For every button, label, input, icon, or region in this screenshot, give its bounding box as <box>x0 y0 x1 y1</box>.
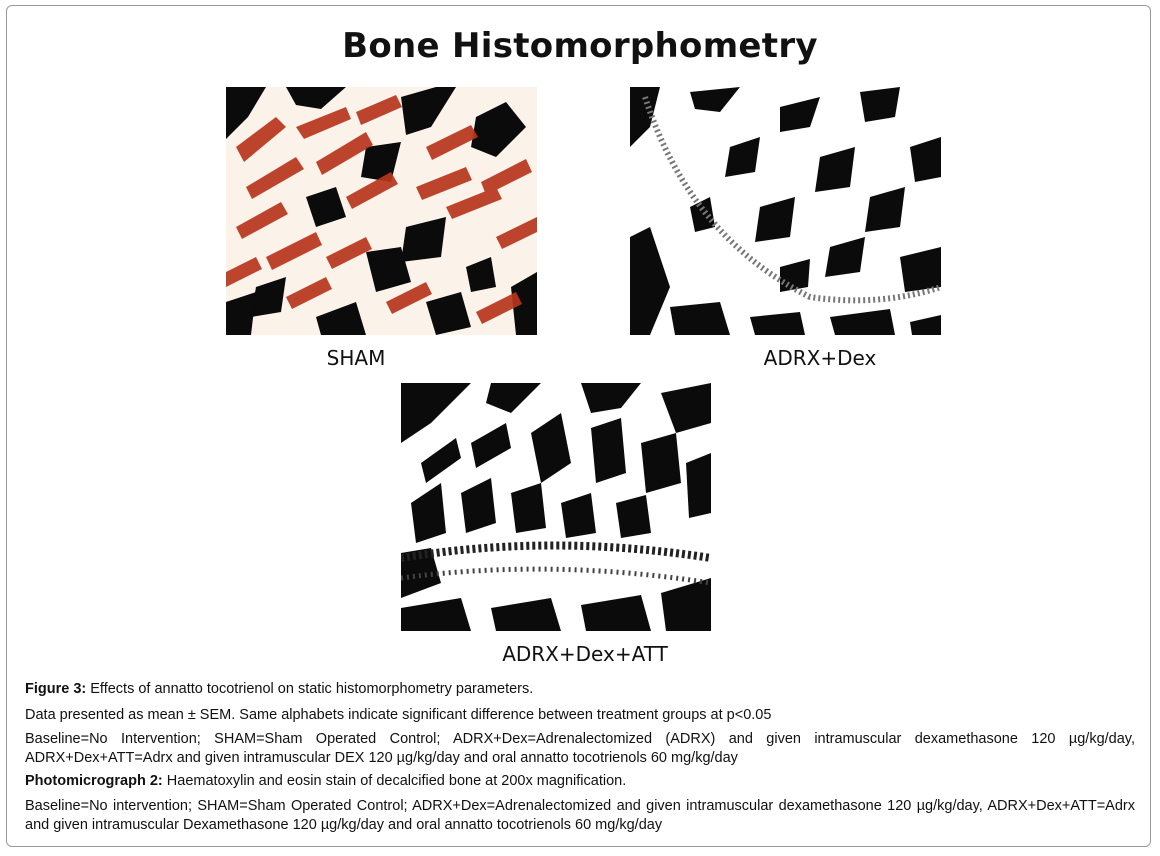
micrograph-sham-image <box>226 87 537 335</box>
figure-caption-text: Effects of annatto tocotrienol on static histomorphometry parameters. <box>86 681 534 697</box>
photomicrograph-caption-text: Haematoxylin and eosin stain of decalcified bone at 200x magnification. <box>162 773 627 789</box>
data-note: Data presented as mean ± SEM. Same alphabets indicate significant difference between treatment groups at p<0.05 <box>25 707 772 723</box>
figure-caption-label: Figure 3: <box>25 681 87 697</box>
micrograph-adrx-dex-att <box>401 383 711 631</box>
micrograph-sham <box>226 87 537 335</box>
micrograph-adrx-dex-att-image <box>401 383 711 631</box>
panel-label-sham: SHAM <box>326 346 386 370</box>
panel-label-adrx-dex-att: ADRX+Dex+ATT <box>502 642 668 666</box>
figure-title: Bone Histomorphometry <box>342 26 818 66</box>
panel-label-adrx-dex: ADRX+Dex <box>763 346 877 370</box>
abbreviations-figure: Baseline=No Intervention; SHAM=Sham Operated Control; ADRX+Dex=Adrenalectomized (ADRX) and given intramuscular dexamethasone 120 µg/kg/day, ADRX+Dex+ATT=Adrx and given intramuscular DEX 120 µg/kg/day and oral annatto tocotrienols 60 mg/kg/day <box>25 731 1135 766</box>
micrograph-adrx-dex-image <box>630 87 941 335</box>
micrograph-adrx-dex <box>630 87 941 335</box>
photomicrograph-caption <box>25 772 1135 791</box>
abbreviations-photomicrograph: Baseline=No intervention; SHAM=Sham Operated Control; ADRX+Dex=Adrenalectomized and given intramuscular dexamethasone 120 µg/kg/day, ADRX+Dex+ATT=Adrx and given intramuscular Dexamethasone 120 µg/kg/day and oral annatto tocotrienols 60 mg/kg/day <box>25 798 1135 833</box>
figure-caption <box>25 680 1135 699</box>
photomicrograph-caption-label: Photomicrograph 2: <box>25 773 163 789</box>
